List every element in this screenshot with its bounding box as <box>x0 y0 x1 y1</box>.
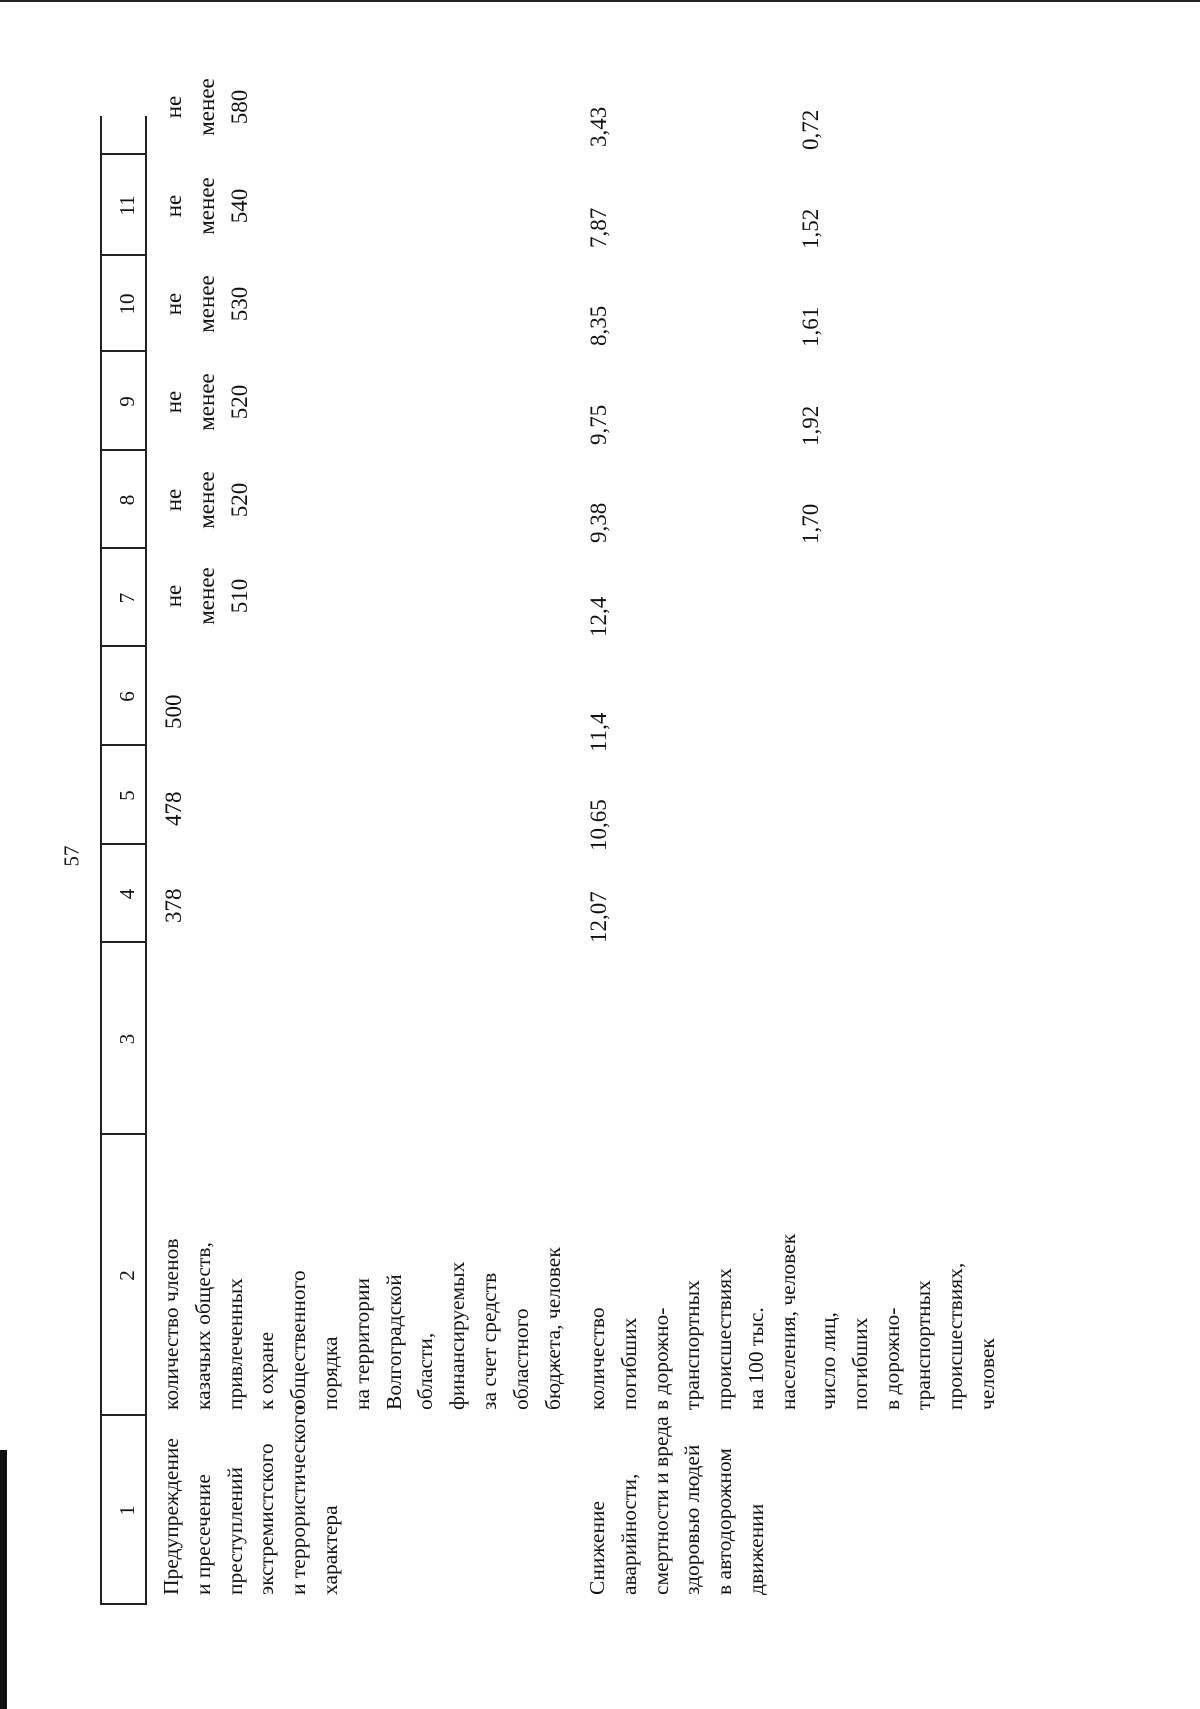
row1-value-col3: 378 <box>161 888 186 923</box>
document-table <box>0 78 1100 1698</box>
row2-value-col9: 8,35 <box>586 305 611 346</box>
row2-value-col3: 12,07 <box>586 891 611 943</box>
table-top-rule <box>100 116 102 1605</box>
row1-value-col8: не менее 520 <box>161 373 252 431</box>
row2-value-col6: 12,4 <box>586 596 611 637</box>
header-col-1: 1 <box>115 1505 139 1516</box>
row3-value-col10: 1,52 <box>798 208 823 249</box>
row1-value-col9: не менее 530 <box>161 275 252 333</box>
row1-value-col11: не менее 580 <box>161 78 252 136</box>
scan-top-edge <box>0 0 1200 2</box>
row1-value-col4: 478 <box>161 791 186 826</box>
header-col-7: 7 <box>115 592 139 604</box>
header-col-9: 9 <box>115 396 139 407</box>
row1-goal: Предупреждение и пресечение преступлений экстремистского и террористического характера <box>159 1404 342 1595</box>
header-col-8: 8 <box>115 494 139 506</box>
row1-value-col10: не менее 540 <box>161 177 252 235</box>
header-col-2: 2 <box>115 1270 139 1281</box>
row2-value-col10: 7,87 <box>586 207 611 248</box>
header-col-3: 3 <box>115 1033 139 1045</box>
row2-value-col8: 9,75 <box>586 404 611 445</box>
row1-value-col6: не менее 510 <box>161 567 252 625</box>
row2-value-col5: 11,4 <box>586 712 611 752</box>
row3-value-col8: 1,92 <box>798 405 823 446</box>
row3-value-col7: 1,70 <box>798 503 823 544</box>
header-col-5: 5 <box>115 790 139 801</box>
row3-value-col11: 0,72 <box>798 109 823 150</box>
row1-value-col5: 500 <box>161 694 186 729</box>
row1-indicator: количество членов казачьих обществ, привлеченных к охране общественного порядка на территории Волгоградской области, финансируемых за счет средств областного бюджета, человек <box>159 1238 565 1410</box>
header-col-6: 6 <box>115 691 139 702</box>
row1-value-col7: не менее 520 <box>161 471 252 529</box>
header-col-10: 10 <box>115 293 139 315</box>
header-col-4: 4 <box>115 888 139 900</box>
row2-value-col4: 10,65 <box>586 799 611 851</box>
row2-value-col7: 9,38 <box>586 502 611 543</box>
table-header-rule <box>145 116 147 1605</box>
header-col-11: 11 <box>115 195 139 216</box>
row3-value-col9: 1,61 <box>798 306 823 347</box>
page-number: 57 <box>59 845 84 867</box>
row2-goal: Снижение аварийности, смертности и вреда здоровью людей в автодорожном движении <box>585 1416 768 1595</box>
row2-value-col11: 3,43 <box>586 106 611 147</box>
row2-indicator: количество погибших в дорожно- транспортных происшествиях на 100 тыс. населения, человек <box>585 1233 800 1410</box>
row3-indicator: число лиц, погибших в дорожно- транспортных происшествиях, человек <box>816 1262 999 1410</box>
